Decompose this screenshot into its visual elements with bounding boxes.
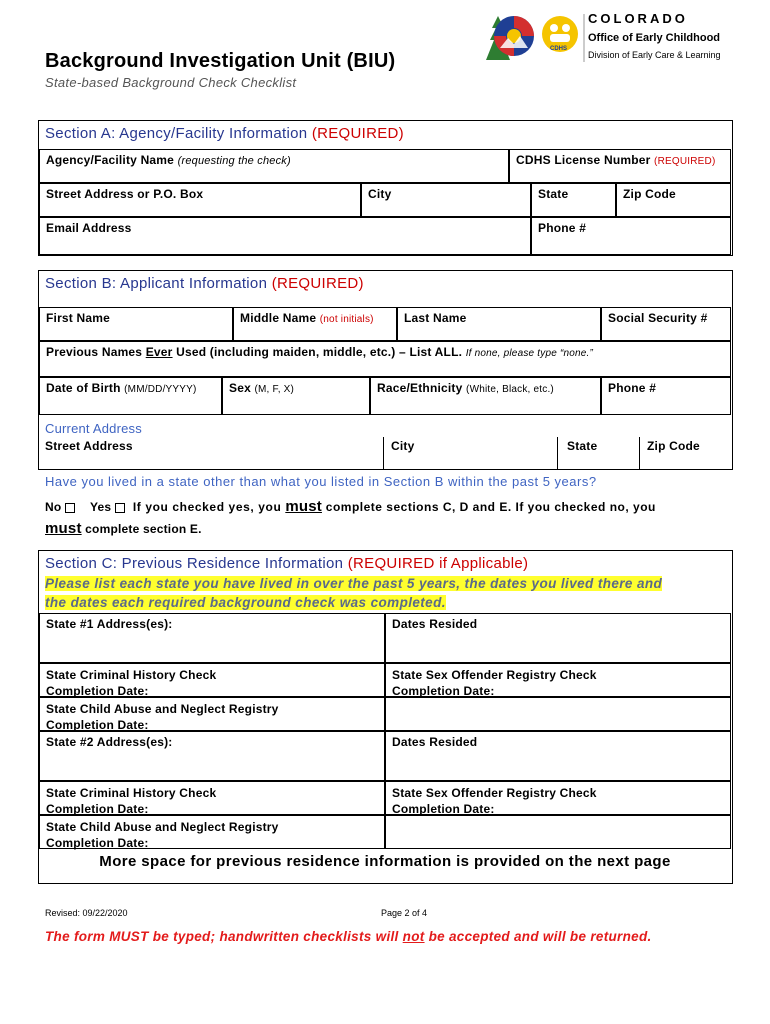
state2-child-abuse-field[interactable] <box>39 815 385 849</box>
page-number: Page 2 of 4 <box>381 908 428 918</box>
previous-names-field[interactable] <box>39 341 731 377</box>
middle-name-note: (not initials) <box>319 314 374 325</box>
state1-child-abuse-label: State Child Abuse and Neglect Registry <box>46 702 279 716</box>
section-a-required: (REQUIRED) <box>311 125 404 142</box>
agency-name-label: Agency/Facility Name <box>46 153 175 167</box>
section-b <box>38 270 733 470</box>
section-c-instruction-line2: the dates each required background check was completed. <box>45 595 446 610</box>
agency-street-field[interactable] <box>39 183 361 217</box>
no-checkbox[interactable] <box>65 503 75 513</box>
state1-child-abuse-completion: Completion Date: <box>46 718 149 732</box>
state2-criminal-completion: Completion Date: <box>46 802 149 816</box>
state2-dates-field[interactable] <box>385 731 731 781</box>
agency-name-field[interactable] <box>39 149 509 183</box>
residency-question: Have you lived in a state other than what you listed in Section B within the past 5 years? <box>45 474 597 489</box>
sex-field[interactable] <box>222 377 370 415</box>
last-name-field[interactable] <box>397 307 601 341</box>
yes-label: Yes <box>90 500 112 514</box>
section-c-title: Section C: Previous Residence Information <box>45 555 344 572</box>
dob-label: Date of Birth <box>46 381 121 395</box>
section-c <box>38 550 733 884</box>
previous-names-label-a: Previous Names <box>46 345 146 359</box>
last-name-label: Last Name <box>404 311 467 325</box>
state2-sex-offender-field[interactable] <box>385 781 731 815</box>
divider <box>557 437 558 469</box>
applicant-phone-field[interactable] <box>601 377 731 415</box>
previous-names-ever: Ever <box>145 345 173 359</box>
applicant-phone-label: Phone # <box>608 381 657 395</box>
agency-state-field[interactable] <box>531 183 616 217</box>
instruction-c: complete section E. <box>81 522 202 536</box>
state1-criminal-completion: Completion Date: <box>46 684 149 698</box>
logo-state-name: COLORADO <box>588 11 688 26</box>
state2-sex-offender-completion: Completion Date: <box>392 802 495 816</box>
previous-names-label-b: Used (including maiden, middle, etc.) – List ALL. <box>172 345 463 359</box>
dob-note: (MM/DD/YYYY) <box>124 384 197 395</box>
more-space-note: More space for previous residence information is provided on the next page <box>99 853 671 870</box>
state2-dates-label: Dates Resided <box>392 735 478 749</box>
section-a-title: Section A: Agency/Facility Information <box>45 125 308 142</box>
warning-a: The form MUST be typed; handwritten checklists will <box>45 929 403 944</box>
state2-criminal-field[interactable] <box>39 781 385 815</box>
state2-address-label: State #2 Address(es): <box>46 735 173 749</box>
section-c-required: (REQUIRED if Applicable) <box>347 555 529 572</box>
ssn-field[interactable] <box>601 307 731 341</box>
license-number-label: CDHS License Number <box>516 153 651 167</box>
section-c-instruction <box>45 574 730 612</box>
first-name-field[interactable] <box>39 307 233 341</box>
logo-office-name: Office of Early Childhood <box>588 32 721 44</box>
must-text-2: must <box>45 520 82 537</box>
current-address-row <box>39 437 731 469</box>
state1-sex-offender-completion: Completion Date: <box>392 684 495 698</box>
must-text-1: must <box>285 498 322 515</box>
middle-name-label: Middle Name <box>240 311 317 325</box>
section-b-required: (REQUIRED) <box>271 275 364 292</box>
typed-form-warning <box>45 929 652 944</box>
agency-city-field[interactable] <box>361 183 531 217</box>
revised-date: Revised: 09/22/2020 <box>45 908 128 918</box>
license-required: (REQUIRED) <box>654 156 716 167</box>
state1-dates-label: Dates Resided <box>392 617 478 631</box>
current-zip-label: Zip Code <box>647 439 700 453</box>
state2-address-field[interactable] <box>39 731 385 781</box>
license-number-field[interactable] <box>509 149 731 183</box>
ssn-label: Social Security # <box>608 311 708 325</box>
state1-sex-offender-field[interactable] <box>385 663 731 697</box>
agency-name-note: (requesting the check) <box>177 155 291 167</box>
agency-state-label: State <box>538 187 569 201</box>
section-c-title-row <box>45 555 528 573</box>
section-a <box>38 120 733 256</box>
divider <box>639 437 640 469</box>
current-address-heading: Current Address <box>45 421 142 436</box>
agency-phone-field[interactable] <box>531 217 731 255</box>
instruction-a: If you checked yes, you <box>132 500 286 514</box>
logo-division-name: Division of Early Care & Learning <box>588 50 721 60</box>
instruction-b: complete sections C, D and E. If you checked no, you <box>321 500 656 514</box>
sex-label: Sex <box>229 381 251 395</box>
race-note: (White, Black, etc.) <box>466 384 554 395</box>
yes-checkbox[interactable] <box>115 503 125 513</box>
residency-answer-row <box>45 496 730 540</box>
no-label: No <box>45 500 62 514</box>
cdhs-logo-text: CDHS <box>550 46 568 52</box>
state2-blank-field[interactable] <box>385 815 731 849</box>
divider <box>383 437 384 469</box>
state1-criminal-field[interactable] <box>39 663 385 697</box>
state1-child-abuse-field[interactable] <box>39 697 385 731</box>
warning-b: be accepted and will be returned. <box>424 929 652 944</box>
race-label: Race/Ethnicity <box>377 381 463 395</box>
race-field[interactable] <box>370 377 601 415</box>
state2-sex-offender-label: State Sex Offender Registry Check <box>392 786 597 800</box>
agency-street-label: Street Address or P.O. Box <box>46 187 204 201</box>
agency-email-field[interactable] <box>39 217 531 255</box>
middle-name-field[interactable] <box>233 307 397 341</box>
agency-phone-label: Phone # <box>538 221 587 235</box>
agency-email-label: Email Address <box>46 221 132 235</box>
section-b-title: Section B: Applicant Information <box>45 275 268 292</box>
first-name-label: First Name <box>46 311 111 325</box>
previous-names-note: If none, please type “none.” <box>465 348 594 359</box>
current-city-label: City <box>391 439 415 453</box>
warning-not: not <box>402 929 425 944</box>
state1-criminal-label: State Criminal History Check <box>46 668 217 682</box>
state2-child-abuse-label: State Child Abuse and Neglect Registry <box>46 820 279 834</box>
agency-zip-label: Zip Code <box>623 187 676 201</box>
section-c-instruction-line1: Please list each state you have lived in over the past 5 years, the dates you lived there and <box>45 576 663 591</box>
agency-zip-field[interactable] <box>616 183 731 217</box>
current-street-label: Street Address <box>45 439 133 453</box>
state1-sex-offender-label: State Sex Offender Registry Check <box>392 668 597 682</box>
logo-graphic-icon <box>478 10 588 66</box>
section-a-title-row <box>45 125 404 143</box>
state2-child-abuse-completion: Completion Date: <box>46 836 149 850</box>
current-state-label: State <box>567 439 598 453</box>
state1-address-field[interactable] <box>39 613 385 663</box>
dob-field[interactable] <box>39 377 222 415</box>
agency-city-label: City <box>368 187 392 201</box>
section-b-title-row <box>45 275 364 293</box>
state1-dates-field[interactable] <box>385 613 731 663</box>
sex-note: (M, F, X) <box>254 384 295 395</box>
state1-address-label: State #1 Address(es): <box>46 617 173 631</box>
state2-criminal-label: State Criminal History Check <box>46 786 217 800</box>
page-title: Background Investigation Unit (BIU) <box>45 50 396 72</box>
state1-blank-field[interactable] <box>385 697 731 731</box>
page-subtitle: State-based Background Check Checklist <box>45 75 297 90</box>
